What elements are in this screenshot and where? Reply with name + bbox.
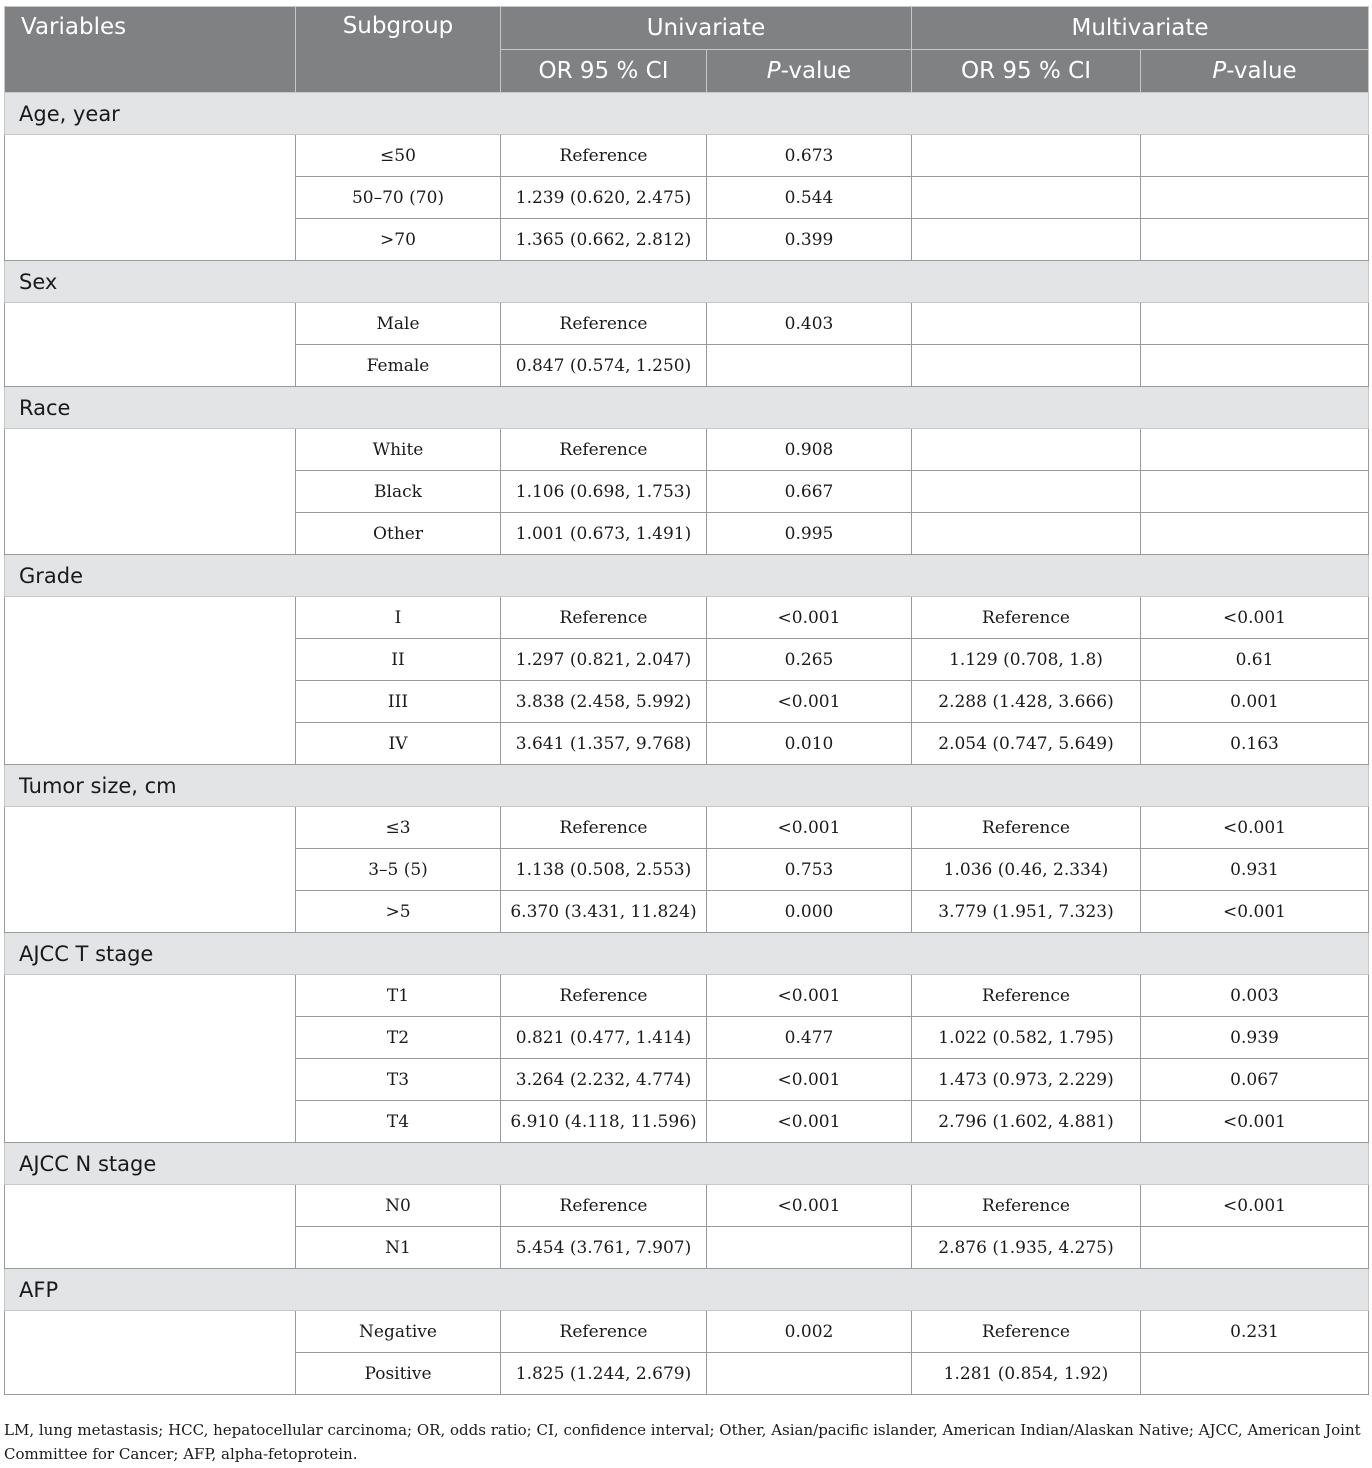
section-label: AJCC T stage (5, 933, 1369, 975)
univariate-p-cell: 0.403 (707, 303, 912, 345)
subgroup-cell: Female (296, 345, 501, 387)
variable-blank-cell (5, 135, 296, 261)
subgroup-cell: T2 (296, 1017, 501, 1059)
univariate-p-cell: 0.667 (707, 471, 912, 513)
univariate-or-cell: 6.910 (4.118, 11.596) (501, 1101, 707, 1143)
section-label: Tumor size, cm (5, 765, 1369, 807)
univariate-or-cell: Reference (501, 975, 707, 1017)
variable-blank-cell (5, 975, 296, 1143)
table-row (5, 429, 1369, 471)
multivariate-or-cell: 2.054 (0.747, 5.649) (912, 723, 1141, 765)
table-row (5, 597, 1369, 639)
subgroup-cell: IV (296, 723, 501, 765)
multivariate-or-cell: 1.473 (0.973, 2.229) (912, 1059, 1141, 1101)
multivariate-p-cell (1141, 135, 1369, 177)
univariate-p-cell: <0.001 (707, 1185, 912, 1227)
multivariate-p-cell (1141, 1353, 1369, 1395)
header-multivariate-or-ci: OR 95 % CI (912, 50, 1141, 93)
subgroup-cell: II (296, 639, 501, 681)
subgroup-cell: ≤50 (296, 135, 501, 177)
multivariate-or-cell: Reference (912, 1311, 1141, 1353)
p-suffix: -value (1226, 58, 1297, 84)
table-row (5, 807, 1369, 849)
univariate-p-cell: 0.399 (707, 219, 912, 261)
multivariate-or-cell: Reference (912, 807, 1141, 849)
multivariate-p-cell (1141, 429, 1369, 471)
univariate-p-cell: 0.002 (707, 1311, 912, 1353)
univariate-or-cell: Reference (501, 429, 707, 471)
multivariate-or-cell (912, 303, 1141, 345)
univariate-p-cell (707, 345, 912, 387)
multivariate-p-cell (1141, 345, 1369, 387)
univariate-p-cell: <0.001 (707, 681, 912, 723)
univariate-p-cell: 0.000 (707, 891, 912, 933)
footnote: LM, lung metastasis; HCC, hepatocellular carcinoma; OR, odds ratio; CI, confidence interval; Other, Asian/pacific islander, American Indian/Alaskan Native; AJCC, American Joint Committee for Cancer; AFP, alpha-fetoprotein. (4, 1421, 1361, 1463)
subgroup-cell: Negative (296, 1311, 501, 1353)
multivariate-p-cell (1141, 471, 1369, 513)
multivariate-p-cell: <0.001 (1141, 597, 1369, 639)
multivariate-or-cell (912, 345, 1141, 387)
multivariate-p-cell: <0.001 (1141, 1101, 1369, 1143)
section-row (5, 1143, 1369, 1185)
multivariate-p-cell: 0.001 (1141, 681, 1369, 723)
univariate-p-cell: 0.010 (707, 723, 912, 765)
subgroup-cell: N0 (296, 1185, 501, 1227)
multivariate-p-cell: 0.939 (1141, 1017, 1369, 1059)
subgroup-cell: Black (296, 471, 501, 513)
section-label: AFP (5, 1269, 1369, 1311)
header-univariate-or-ci: OR 95 % CI (501, 50, 707, 93)
section-row (5, 261, 1369, 303)
subgroup-cell: >5 (296, 891, 501, 933)
subgroup-cell: T1 (296, 975, 501, 1017)
univariate-or-cell: 1.138 (0.508, 2.553) (501, 849, 707, 891)
univariate-or-cell: 6.370 (3.431, 11.824) (501, 891, 707, 933)
p-italic: P (1212, 58, 1227, 84)
variable-blank-cell (5, 1185, 296, 1269)
multivariate-p-cell (1141, 303, 1369, 345)
variable-blank-cell (5, 597, 296, 765)
univariate-or-cell: Reference (501, 807, 707, 849)
univariate-or-cell: 1.106 (0.698, 1.753) (501, 471, 707, 513)
multivariate-or-cell (912, 429, 1141, 471)
table-row (5, 303, 1369, 345)
multivariate-or-cell: 1.036 (0.46, 2.334) (912, 849, 1141, 891)
univariate-p-cell: 0.477 (707, 1017, 912, 1059)
univariate-p-cell: 0.753 (707, 849, 912, 891)
table-body (5, 93, 1369, 1395)
table-row (5, 975, 1369, 1017)
univariate-p-cell: 0.544 (707, 177, 912, 219)
subgroup-cell: >70 (296, 219, 501, 261)
table-header (5, 7, 1369, 93)
multivariate-or-cell: 2.288 (1.428, 3.666) (912, 681, 1141, 723)
multivariate-p-cell (1141, 219, 1369, 261)
subgroup-cell: N1 (296, 1227, 501, 1269)
subgroup-cell: T3 (296, 1059, 501, 1101)
section-row (5, 93, 1369, 135)
multivariate-or-cell: Reference (912, 1185, 1141, 1227)
variable-blank-cell (5, 429, 296, 555)
multivariate-or-cell (912, 513, 1141, 555)
subgroup-cell: Male (296, 303, 501, 345)
section-row (5, 765, 1369, 807)
section-label: AJCC N stage (5, 1143, 1369, 1185)
p-italic: P (766, 58, 781, 84)
univariate-p-cell: 0.673 (707, 135, 912, 177)
multivariate-p-cell: 0.003 (1141, 975, 1369, 1017)
subgroup-cell: I (296, 597, 501, 639)
header-variables: Variables (5, 7, 296, 93)
univariate-or-cell: 5.454 (3.761, 7.907) (501, 1227, 707, 1269)
univariate-or-cell: Reference (501, 135, 707, 177)
multivariate-or-cell: Reference (912, 597, 1141, 639)
p-suffix: -value (780, 58, 852, 84)
multivariate-or-cell (912, 177, 1141, 219)
univariate-or-cell: 1.825 (1.244, 2.679) (501, 1353, 707, 1395)
subgroup-cell: T4 (296, 1101, 501, 1143)
subgroup-cell: Positive (296, 1353, 501, 1395)
univariate-or-cell: 1.365 (0.662, 2.812) (501, 219, 707, 261)
multivariate-or-cell: 1.129 (0.708, 1.8) (912, 639, 1141, 681)
results-table-container (4, 6, 1368, 1395)
variable-blank-cell (5, 303, 296, 387)
univariate-p-cell: <0.001 (707, 597, 912, 639)
multivariate-or-cell: 3.779 (1.951, 7.323) (912, 891, 1141, 933)
table-row (5, 135, 1369, 177)
multivariate-p-cell: 0.163 (1141, 723, 1369, 765)
section-row (5, 933, 1369, 975)
univariate-or-cell: Reference (501, 1311, 707, 1353)
multivariate-p-cell: <0.001 (1141, 1185, 1369, 1227)
multivariate-or-cell (912, 135, 1141, 177)
subgroup-cell: III (296, 681, 501, 723)
header-univariate: Univariate (501, 7, 912, 50)
variable-blank-cell (5, 807, 296, 933)
section-row (5, 1269, 1369, 1311)
univariate-p-cell: 0.995 (707, 513, 912, 555)
multivariate-p-cell: 0.067 (1141, 1059, 1369, 1101)
header-multivariate-p (1141, 50, 1369, 93)
univariate-p-cell: <0.001 (707, 807, 912, 849)
univariate-or-cell: 3.838 (2.458, 5.992) (501, 681, 707, 723)
multivariate-p-cell: <0.001 (1141, 807, 1369, 849)
univariate-or-cell: Reference (501, 1185, 707, 1227)
univariate-or-cell: 0.847 (0.574, 1.250) (501, 345, 707, 387)
univariate-or-cell: 1.297 (0.821, 2.047) (501, 639, 707, 681)
univariate-p-cell: <0.001 (707, 1101, 912, 1143)
multivariate-or-cell: 1.281 (0.854, 1.92) (912, 1353, 1141, 1395)
multivariate-p-cell: 0.931 (1141, 849, 1369, 891)
univariate-or-cell: Reference (501, 597, 707, 639)
univariate-or-cell: 3.641 (1.357, 9.768) (501, 723, 707, 765)
multivariate-p-cell (1141, 177, 1369, 219)
univariate-or-cell: 1.001 (0.673, 1.491) (501, 513, 707, 555)
subgroup-cell: ≤3 (296, 807, 501, 849)
section-label: Race (5, 387, 1369, 429)
subgroup-cell: 3–5 (5) (296, 849, 501, 891)
multivariate-or-cell (912, 471, 1141, 513)
multivariate-or-cell: 1.022 (0.582, 1.795) (912, 1017, 1141, 1059)
multivariate-or-cell: Reference (912, 975, 1141, 1017)
multivariate-p-cell (1141, 1227, 1369, 1269)
univariate-p-cell: 0.908 (707, 429, 912, 471)
multivariate-or-cell: 2.876 (1.935, 4.275) (912, 1227, 1141, 1269)
subgroup-cell: 50–70 (70) (296, 177, 501, 219)
multivariate-or-cell (912, 219, 1141, 261)
section-label: Age, year (5, 93, 1369, 135)
multivariate-or-cell: 2.796 (1.602, 4.881) (912, 1101, 1141, 1143)
multivariate-p-cell: 0.231 (1141, 1311, 1369, 1353)
section-label: Grade (5, 555, 1369, 597)
multivariate-p-cell: 0.61 (1141, 639, 1369, 681)
univariate-or-cell: 3.264 (2.232, 4.774) (501, 1059, 707, 1101)
table-row (5, 1185, 1369, 1227)
section-label: Sex (5, 261, 1369, 303)
regression-table (4, 6, 1369, 1395)
univariate-p-cell (707, 1227, 912, 1269)
univariate-or-cell: Reference (501, 303, 707, 345)
table-row (5, 1311, 1369, 1353)
header-subgroup: Subgroup (296, 7, 501, 93)
univariate-or-cell: 1.239 (0.620, 2.475) (501, 177, 707, 219)
section-row (5, 555, 1369, 597)
multivariate-p-cell (1141, 513, 1369, 555)
univariate-p-cell: <0.001 (707, 975, 912, 1017)
univariate-or-cell: 0.821 (0.477, 1.414) (501, 1017, 707, 1059)
subgroup-cell: Other (296, 513, 501, 555)
univariate-p-cell: <0.001 (707, 1059, 912, 1101)
header-multivariate: Multivariate (912, 7, 1369, 50)
multivariate-p-cell: <0.001 (1141, 891, 1369, 933)
univariate-p-cell: 0.265 (707, 639, 912, 681)
variable-blank-cell (5, 1311, 296, 1395)
univariate-p-cell (707, 1353, 912, 1395)
header-univariate-p (707, 50, 912, 93)
section-row (5, 387, 1369, 429)
subgroup-cell: White (296, 429, 501, 471)
